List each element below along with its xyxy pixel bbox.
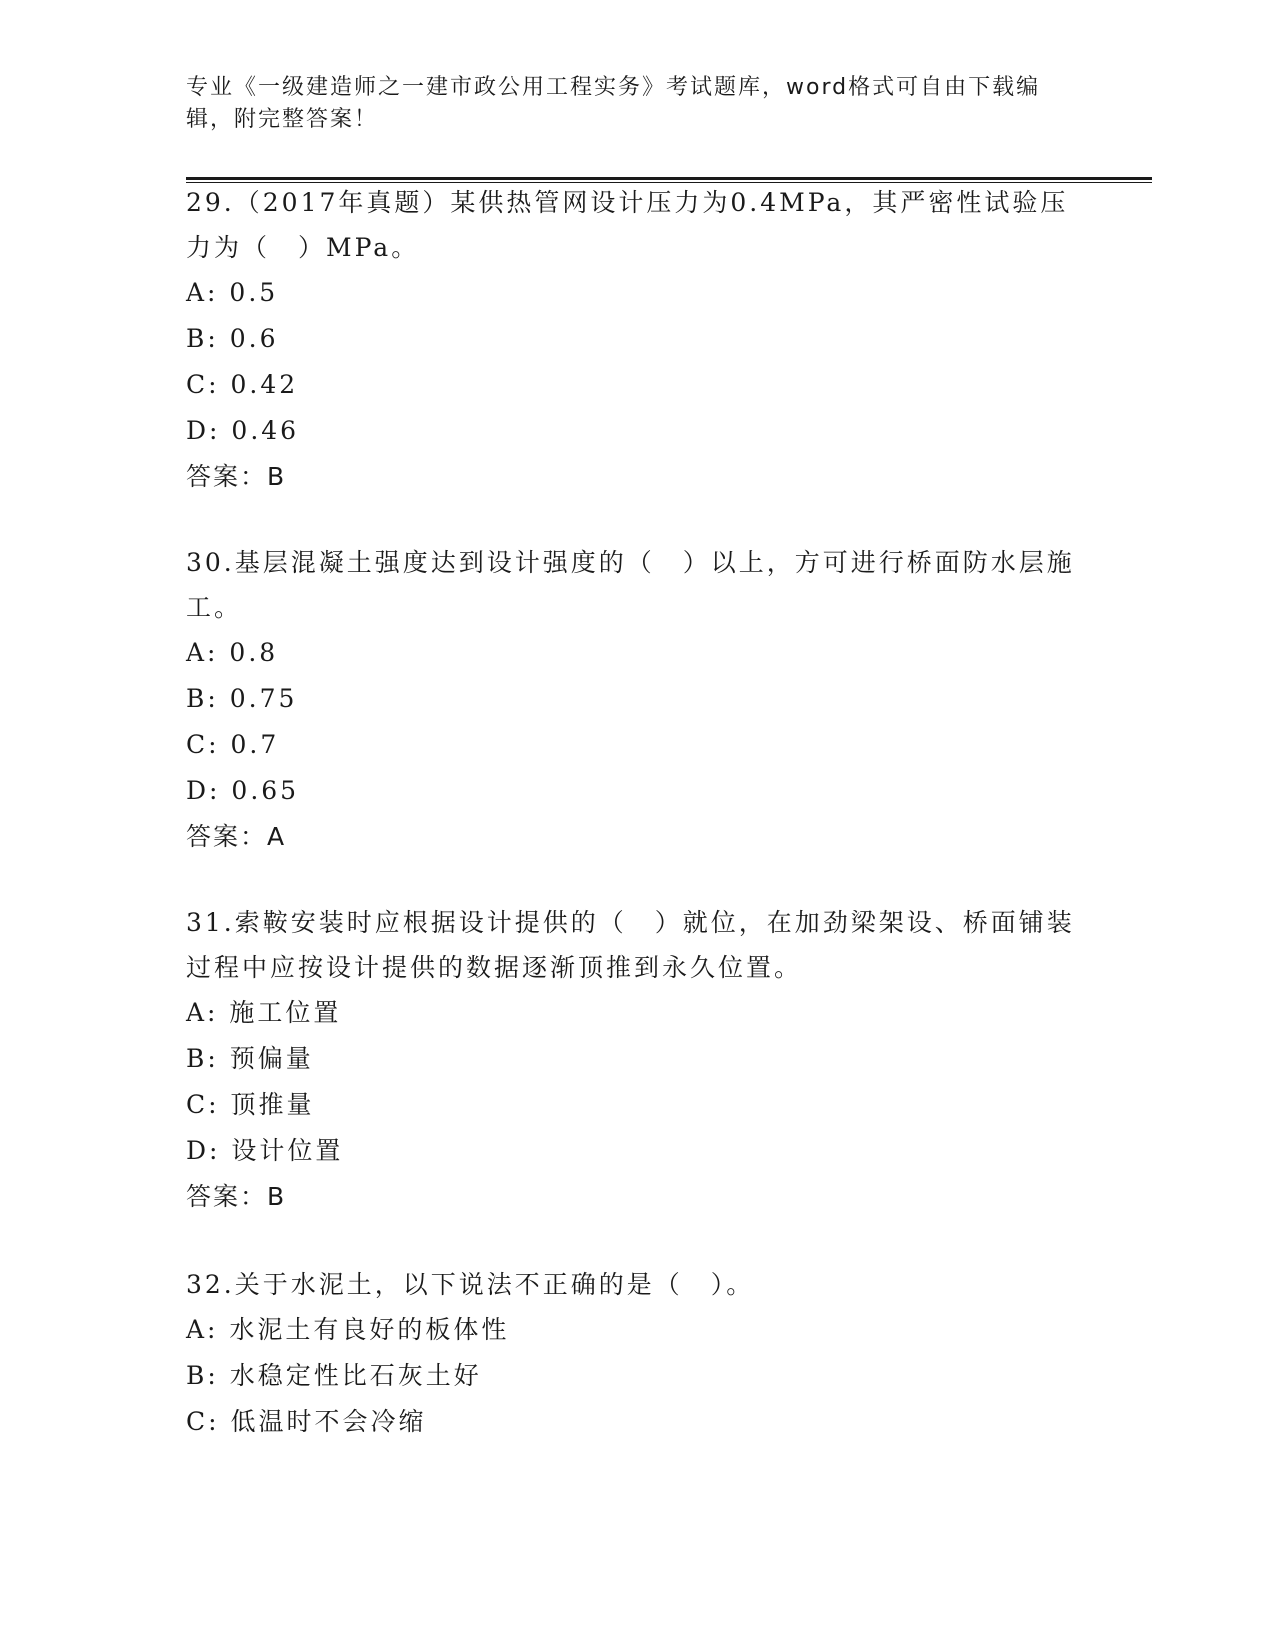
option-a: A: 0.5 bbox=[186, 278, 279, 307]
option-c: C: 0.42 bbox=[186, 370, 299, 399]
question-stem: 29.（2017年真题）某供热管网设计压力为0.4MPa，其严密性试验压力为（ ）MPa。 bbox=[186, 188, 1069, 262]
question-stem: 31.索鞍安装时应根据设计提供的（ ）就位，在加劲梁架设、桥面铺装过程中应按设计提供的数据逐渐顶推到永久位置。 bbox=[186, 908, 1075, 982]
option-a: A: 施工位置 bbox=[186, 998, 342, 1027]
question-stem: 30.基层混凝土强度达到设计强度的（ ）以上，方可进行桥面防水层施工。 bbox=[186, 548, 1075, 622]
option-a: A: 0.8 bbox=[186, 638, 279, 667]
option-d: D: 0.65 bbox=[186, 776, 300, 805]
question-31 bbox=[186, 900, 1086, 1220]
option-d: D: 设计位置 bbox=[186, 1136, 344, 1165]
option-b: B: 预偏量 bbox=[186, 1044, 314, 1073]
question-30 bbox=[186, 540, 1086, 860]
option-d: D: 0.46 bbox=[186, 416, 300, 445]
question-29 bbox=[186, 180, 1086, 500]
question-32 bbox=[186, 1262, 1086, 1445]
document-intro: 专业《一级建造师之一建市政公用工程实务》考试题库，word格式可自由下载编辑，附完整答案！ bbox=[186, 75, 1041, 132]
answer: 答案：B bbox=[186, 462, 287, 491]
answer: 答案：B bbox=[186, 1182, 287, 1211]
option-c: C: 低温时不会冷缩 bbox=[186, 1407, 427, 1436]
option-c: C: 顶推量 bbox=[186, 1090, 315, 1119]
option-a: A: 水泥土有良好的板体性 bbox=[186, 1315, 510, 1344]
question-stem: 32.关于水泥土，以下说法不正确的是（ ）。 bbox=[186, 1270, 755, 1299]
option-c: C: 0.7 bbox=[186, 730, 280, 759]
answer: 答案：A bbox=[186, 822, 287, 851]
option-b: B: 0.75 bbox=[186, 684, 298, 713]
option-b: B: 水稳定性比石灰土好 bbox=[186, 1361, 482, 1390]
option-b: B: 0.6 bbox=[186, 324, 279, 353]
